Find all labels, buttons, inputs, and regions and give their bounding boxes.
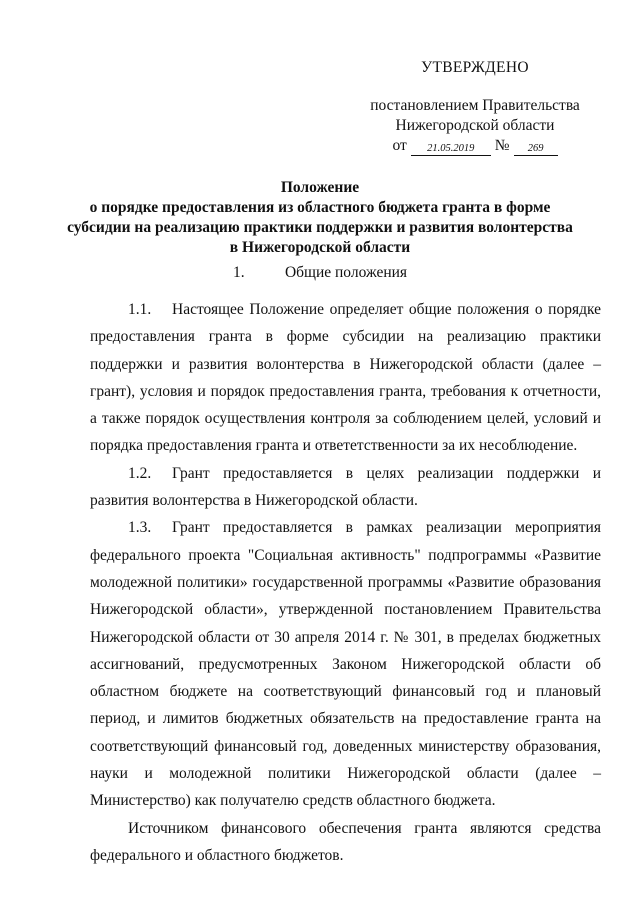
document-body [90,296,601,869]
paragraph-text: Настоящее Положение определяет общие положения о порядке предоставления гранта в форме субсидии на реализацию практики поддержки и развития волонтерства в Нижегородской области (далее – грант), условия и порядок предоставления гранта, требования к отчетности, а также порядок осуществления контроля за соблюдением целей, условий и порядка предоставления гранта и ответетственности за их несоблюдение. [90,301,601,455]
document-title [60,178,580,258]
paragraph-text: Грант предоставляется в рамках реализации мероприятия федерального проекта "Социальная активность" подпрограммы «Развитие молодежной политики» государственной программы «Развитие образования Нижегородской области», утвержденной постановлением Правительства Нижегородской области от 30 апреля 2014 г. № 301, в пределах бюджетных ассигнований, предусмотренных Законом Нижегородской области об областном бюджете на соответствующий финансовый год и плановый период, и лимитов бюджетных обязательств на предоставление гранта на соответствующий финансовый год, доведенных министерству образования, науки и молодежной политики Нижегородской области (далее – Министерство) как получателю средств областного бюджета. [90,519,601,810]
paragraph-text: Источником финансового обеспечения гранта являются средства федерального и областного бюджетов. [90,819,601,864]
approval-block [360,58,590,156]
approval-line-2: Нижегородской области [395,117,555,134]
title-line-4: в Нижегородской области [229,239,411,256]
section-title: Общие положения [284,264,408,281]
title-line-3: субсидии на реализацию практики поддержки и развития волонтерства [67,219,573,236]
from-label: от [392,137,407,154]
paragraph-number: 1.3. [128,519,152,537]
title-line-2: о порядке предоставления из областного бюджета гранта в форме [89,199,551,216]
paragraph-1-2 [90,460,601,515]
approval-date: 21.05.2019 [411,143,491,156]
paragraph-text: Грант предоставляется в целях реализации поддержки и развития волонтерства в Нижегородской области. [90,464,601,510]
paragraph-1-3 [90,514,601,814]
number-sign: № [494,137,510,154]
section-number: 1. [232,264,245,281]
paragraph-1-1 [90,296,601,460]
approval-date-line [360,136,590,156]
approval-number: 269 [514,143,558,156]
paragraph-number: 1.2. [128,464,152,482]
approval-line-1: постановлением Правительства [370,97,580,114]
paragraph-funding [90,815,601,870]
title-line-1: Положение [280,179,360,196]
approval-stamp: УТВЕРЖДЕНО [421,59,529,76]
paragraph-number: 1.1. [128,301,152,318]
section-heading [0,264,640,282]
